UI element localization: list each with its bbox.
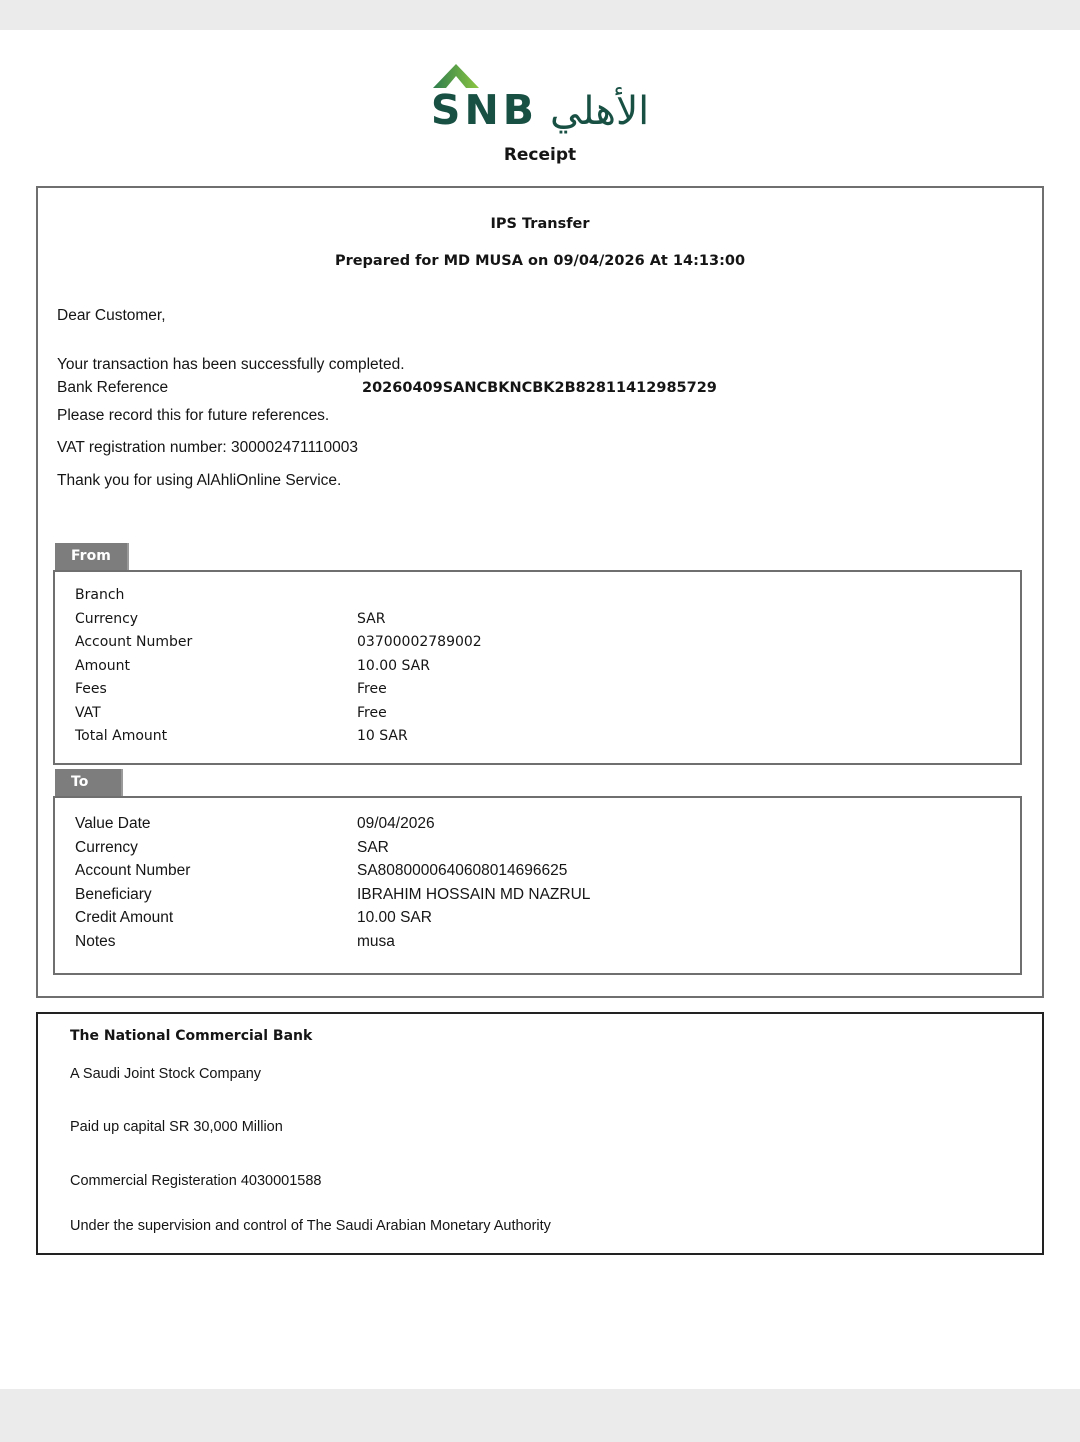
page-title: Receipt bbox=[503, 145, 577, 165]
row-label: Total Amount bbox=[75, 728, 168, 744]
row-value: 10.00 SAR bbox=[357, 657, 430, 674]
prepared-for-line: Prepared for MD MUSA on 09/04/2026 At 14:13:00 bbox=[334, 253, 746, 269]
row-value: 09/04/2026 bbox=[357, 815, 435, 832]
snb-logo-arabic-text: الأهلي bbox=[550, 89, 650, 134]
capital-line: Paid up capital SR 30,000 Million bbox=[70, 1119, 283, 1135]
row-value: SAR bbox=[357, 838, 389, 856]
row-label: Value Date bbox=[75, 815, 151, 832]
table-row bbox=[55, 608, 1020, 632]
supervision-line: Under the supervision and control of The Saudi Arabian Monetary Authority bbox=[70, 1218, 551, 1234]
row-value: musa bbox=[357, 932, 395, 950]
table-row bbox=[55, 725, 1020, 749]
row-value: IBRAHIM HOSSAIN MD NAZRUL bbox=[357, 885, 591, 903]
row-label: Notes bbox=[75, 932, 116, 950]
table-row bbox=[55, 812, 1020, 836]
bank-reference-row bbox=[57, 379, 1042, 397]
bottom-band bbox=[0, 1389, 1080, 1442]
row-label: Account Number bbox=[75, 862, 191, 879]
snb-logo-text: SNB bbox=[430, 86, 539, 134]
row-label: Account Number bbox=[75, 634, 193, 650]
from-section-tab: From bbox=[55, 543, 129, 570]
from-details-table bbox=[53, 570, 1022, 765]
transfer-heading: IPS Transfer bbox=[490, 216, 590, 232]
row-label: Amount bbox=[75, 657, 131, 674]
snb-chevron-icon bbox=[433, 62, 479, 93]
bank-info-box bbox=[36, 1012, 1044, 1255]
vat-registration-line: VAT registration number: 300002471110003 bbox=[57, 439, 359, 456]
commercial-registration-line: Commercial Registeration 4030001588 bbox=[70, 1173, 322, 1189]
table-row bbox=[55, 702, 1020, 726]
table-row bbox=[55, 655, 1020, 679]
row-value: Free bbox=[357, 704, 387, 721]
row-label: Fees bbox=[75, 681, 107, 697]
greeting-line: Dear Customer, bbox=[57, 307, 166, 324]
table-row bbox=[55, 678, 1020, 702]
company-type-line: A Saudi Joint Stock Company bbox=[70, 1066, 262, 1082]
row-value: 03700002789002 bbox=[357, 634, 482, 650]
row-label: VAT bbox=[75, 704, 101, 721]
snb-logo bbox=[0, 66, 1080, 134]
record-line: Please record this for future references. bbox=[57, 407, 330, 424]
row-label: Currency bbox=[75, 838, 138, 856]
row-value: 10.00 SAR bbox=[357, 909, 432, 926]
bank-reference-value: 20260409SANCBKNCBK2B82811412985729 bbox=[362, 380, 717, 396]
row-label: Credit Amount bbox=[75, 909, 174, 926]
row-value: 10 SAR bbox=[357, 728, 408, 744]
thanks-line: Thank you for using AlAhliOnline Service. bbox=[57, 472, 342, 489]
row-value: SA8080000640608014696625 bbox=[357, 862, 568, 879]
row-value bbox=[357, 584, 1020, 608]
to-section-tab: To bbox=[55, 769, 123, 796]
row-label: Currency bbox=[75, 610, 139, 627]
table-row bbox=[55, 930, 1020, 954]
row-label: Branch bbox=[75, 587, 125, 603]
top-band bbox=[0, 0, 1080, 30]
row-label: Beneficiary bbox=[75, 885, 152, 903]
receipt-box bbox=[36, 186, 1044, 998]
to-details-table bbox=[53, 796, 1022, 975]
table-row bbox=[55, 631, 1020, 655]
success-line: Your transaction has been successfully completed. bbox=[57, 356, 405, 373]
row-value: SAR bbox=[357, 610, 386, 627]
row-value: Free bbox=[357, 681, 387, 697]
table-row bbox=[55, 906, 1020, 930]
bank-reference-label: Bank Reference bbox=[57, 379, 169, 396]
bank-name-line: The National Commercial Bank bbox=[70, 1028, 313, 1044]
table-row bbox=[55, 584, 1020, 608]
table-row bbox=[55, 883, 1020, 907]
table-row bbox=[55, 836, 1020, 860]
table-row bbox=[55, 859, 1020, 883]
